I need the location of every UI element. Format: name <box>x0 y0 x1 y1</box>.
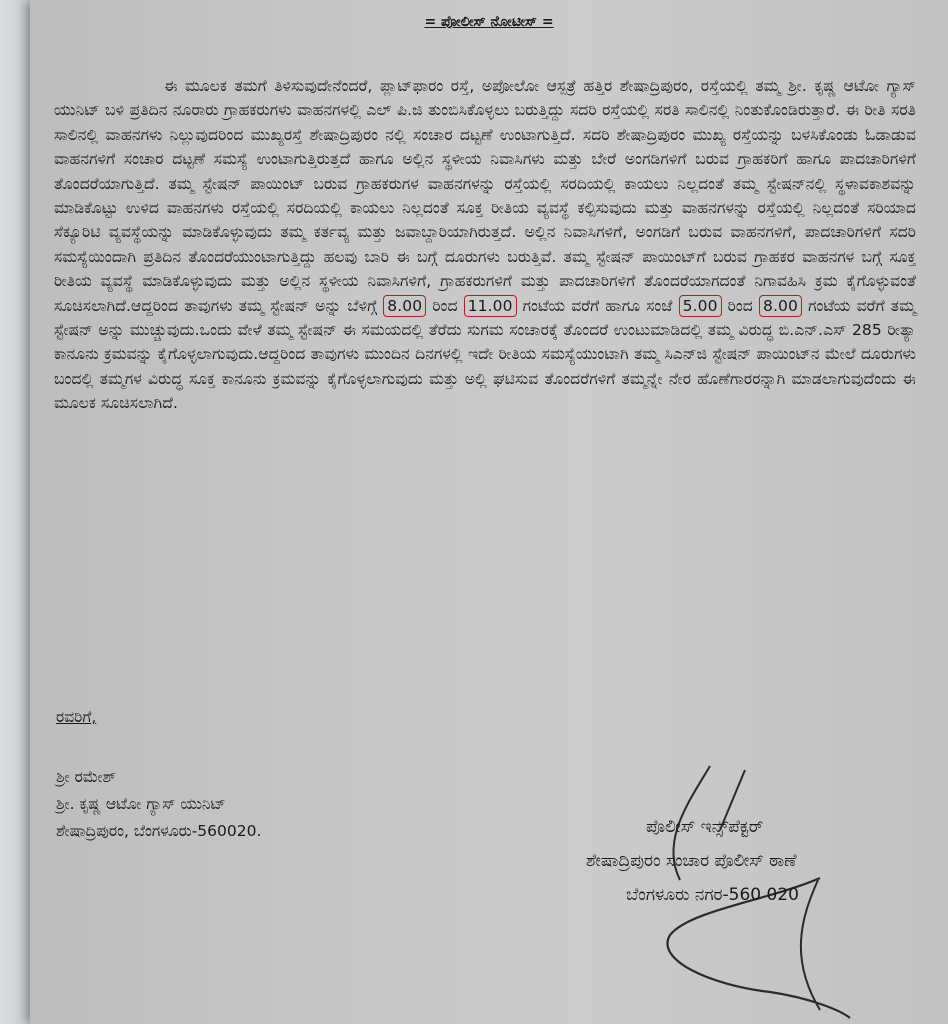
body-part-5: ಗಂಟೆಯ ವರೆಗೆ ತಮ್ಮ ಸ್ಟೇಷನ್ ಅನ್ನು ಮುಚ್ಚುವುದು.ಒಂದು ವೇಳೆ ತಮ್ಮ ಸ್ಟೇಷನ್ ಈ ಸಮಯದಲ್ಲಿ ತೆರೆದು ಸುಗಮ ಸಂಚಾರಕ್ಕೆ ತೊಂದರೆ ಉಂಟುಮಾಡಿದಲ್ಲಿ ತಮ್ಮ ವಿರುದ್ಧ ಬಿ.ಎನ್.ಎಸ್ 285 ರೀತ್ಯಾ ಕಾನೂನು ಕ್ರಮವನ್ನು ಕೈಗೊಳ್ಳಲಾಗುವುದು.ಆದ್ದರಿಂದ ತಾವುಗಳು ಮುಂದಿನ ದಿನಗಳಲ್ಲಿ ಇದೇ ರೀತಿಯ ಸಮಸ್ಯೆಯುಂಟಾಗಿ ತಮ್ಮ ಸಿಎನ್‌ಜಿ ಸ್ಟೇಷನ್ ಪಾಯಿಂಟ್‌ನ ಮೇಲೆ ದೂರುಗಳು ಬಂದಲ್ಲಿ ತಮ್ಮಗಳ ವಿರುದ್ಧ ಸೂಕ್ತ ಕಾನೂನು ಕ್ರಮವನ್ನು ಕೈಗೊಳ್ಳಲಾಗುವುದು ಮತ್ತು ಅಲ್ಲಿ ಘಟಿಸುವ ತೊಂದರೆಗಳಿಗೆ ತಮ್ಮನ್ನೇ ನೇರ ಹೊಣೆಗಾರರನ್ನಾಗಿ ಮಾಡಲಾಗುವುದೆಂದು ಈ ಮೂಲಕ ಸೂಚಿಸಲಾಗಿದೆ. <box>54 296 917 413</box>
notice-body <box>54 74 916 416</box>
signature-designation: ಪೊಲೀಸ್ ಇನ್ಸ್‌ಪೆಕ್ಟರ್ <box>646 817 764 837</box>
signature-block <box>586 810 799 912</box>
time-11am-circled: 11.00 <box>464 295 517 317</box>
address-line-business: ಶ್ರೀ. ಕೃಷ್ಣ ಆಟೋ ಗ್ಯಾಸ್ ಯುನಿಟ್ <box>56 795 226 813</box>
time-5pm-circled: 5.00 <box>679 295 722 317</box>
time-8pm-circled: 8.00 <box>759 295 802 317</box>
body-part-2: ರಿಂದ <box>432 296 458 315</box>
notice-sheet <box>30 0 948 1024</box>
body-part-4: ರಿಂದ <box>727 296 753 315</box>
to-label: ರವರಿಗೆ, <box>56 708 97 726</box>
body-part-3: ಗಂಟೆಯ ವರೆಗೆ ಹಾಗೂ ಸಂಜೆ <box>522 296 673 315</box>
body-part-1: ಈ ಮೂಲಕ ತಮಗೆ ತಿಳಿಸುವುದೇನೆಂದರೆ, ಪ್ಲಾಟ್‌ಫಾರಂ ರಸ್ತೆ, ಅಪೋಲೋ ಆಸ್ಪತ್ರೆ ಹತ್ತಿರ ಶೇಷಾದ್ರಿಪುರಂ, ರಸ್ತೆಯಲ್ಲಿ ತಮ್ಮ ಶ್ರೀ. ಕೃಷ್ಣ ಆಟೋ ಗ್ಯಾಸ್ ಯುನಿಟ್ ಬಳಿ ಪ್ರತಿದಿನ ನೂರಾರು ಗ್ರಾಹಕರುಗಳು ವಾಹನಗಳಲ್ಲಿ ಎಲ್ ಪಿ.ಜಿ ತುಂಬಿಸಿಕೊಳ್ಳಲು ಬರುತ್ತಿದ್ದು ಸದರಿ ರಸ್ತೆಯಲ್ಲಿ ಸರತಿ ಸಾಲಿನಲ್ಲಿ ನಿಂತುಕೊಂಡಿರುತ್ತಾರೆ. ಈ ರೀತಿ ಸರತಿ ಸಾಲಿನಲ್ಲಿ ವಾಹನಗಳು ನಿಲ್ಲುವುದರಿಂದ ಮುಖ್ಯರಸ್ತೆ ಶೇಷಾದ್ರಿಪುರಂ ನಲ್ಲಿ ಸಂಚಾರ ದಟ್ಟಣೆ ಉಂಟಾಗುತ್ತಿದೆ. ಸದರಿ ಶೇಷಾದ್ರಿಪುರಂ ಮುಖ್ಯ ರಸ್ತೆಯನ್ನು ಬಳಸಿಕೊಂಡು ಓಡಾಡುವ ವಾಹನಗಳಿಗೆ ಸಂಚಾರ ದಟ್ಟಣೆ ಸಮಸ್ಯೆ ಉಂಟಾಗುತ್ತಿರುತ್ತದೆ ಹಾಗೂ ಅಲ್ಲಿನ ಸ್ಥಳೀಯ ನಿವಾಸಿಗಳು ಮತ್ತು ಬೇರೆ ಅಂಗಡಿಗಳಿಗೆ ಬರುವ ಗ್ರಾಹಕರಿಗೆ ಹಾಗೂ ಪಾದಚಾರಿಗಳಿಗೆ ತೊಂದರೆಯಾಗುತ್ತಿದೆ. ತಮ್ಮ ಸ್ಟೇಷನ್ ಪಾಯಿಂಟ್ ಬರುವ ಗ್ರಾಹಕರುಗಳ ವಾಹನಗಳನ್ನು ರಸ್ತೆಯಲ್ಲಿ ಸರದಿಯಲ್ಲಿ ಕಾಯಲು ನಿಲ್ಲದಂತೆ ತಮ್ಮ ಸ್ಟೇಷನ್‌ನಲ್ಲಿ ಸ್ಥಳಾವಕಾಶವನ್ನು ಮಾಡಿಕೊಟ್ಟು ಉಳಿದ ವಾಹನಗಳು ರಸ್ತೆಯಲ್ಲಿ ಸರದಿಯಲ್ಲಿ ಕಾಯಲು ನಿಲ್ಲದಂತೆ ಸೂಕ್ತ ರೀತಿಯ ವ್ಯವಸ್ಥೆ ಕಲ್ಪಿಸುವುದು ಮತ್ತು ವಾಹನಗಳನ್ನು ರಸ್ತೆಯಲ್ಲಿ ನಿಲ್ಲದಂತೆ ಸರಿಯಾದ ಸೆಕ್ಯೂರಿಟಿ ವ್ಯವಸ್ಥೆಯನ್ನು ಮಾಡಿಕೊಳ್ಳುವುದು ತಮ್ಮ ಕರ್ತವ್ಯ ಮತ್ತು ಜವಾಬ್ದಾರಿಯಾಗಿರುತ್ತದೆ. ಅಲ್ಲಿನ ನಿವಾಸಿಗಳಿಗೆ, ಅಂಗಡಿಗೆ ಬರುವ ವಾಹನಗಳಿಗೆ, ಪಾದಚಾರಿಗಳಿಗೆ ಸದರಿ ಸಮಸ್ಯೆಯಿಂದಾಗಿ ಪ್ರತಿದಿನ ತೊಂದರೆಯುಂಟಾಗುತ್ತಿದ್ದು ಹಲವು ಬಾರಿ ಈ ಬಗ್ಗೆ ದೂರುಗಳು ಬರುತ್ತಿವೆ. ತಮ್ಮ ಸ್ಟೇಷನ್ ಪಾಯಿಂಟ್‌ಗೆ ಬರುವ ಗ್ರಾಹಕರ ವಾಹನಗಳ ಬಗ್ಗೆ ಸೂಕ್ತ ರೀತಿಯ ವ್ಯವಸ್ಥೆ ಮಾಡಿಕೊಳ್ಳುವುದು ಮತ್ತು ಅಲ್ಲಿನ ಸ್ಥಳೀಯ ನಿವಾಸಿಗಳಿಗೆ, ಗ್ರಾಹಕರುಗಳಿಗೆ ಮತ್ತು ಪಾದಚಾರಿಗಳಿಗೆ ತೊಂದರೆಯಾಗದಂತೆ ನಿಗಾವಹಿಸಿ ಕ್ರಮ ಕೈಗೊಳ್ಳುವಂತೆ ಸೂಚಿಸಲಾಗಿದೆ.ಆದ್ದರಿಂದ ತಾವುಗಳು ತಮ್ಮ ಸ್ಟೇಷನ್ ಅನ್ನು ಬೆಳಿಗ್ಗೆ <box>54 77 916 315</box>
address-line-name: ಶ್ರೀ ರಮೇಶ್ <box>56 768 117 786</box>
recipient-address <box>56 764 261 845</box>
time-8am-circled: 8.00 <box>383 295 426 317</box>
signature-station: ಶೇಷಾದ್ರಿಪುರಂ ಸಂಚಾರ ಪೊಲೀಸ್ ಠಾಣೆ <box>586 851 797 871</box>
signature-city: ಬೆಂಗಳೂರು ನಗರ-560 020 <box>626 885 799 905</box>
notice-title: = ಪೋಲೀಸ್ ನೋಟೀಸ್ = <box>424 14 554 30</box>
address-line-city: ಶೇಷಾದ್ರಿಪುರಂ, ಬೆಂಗಳೂರು-560020. <box>56 822 262 840</box>
